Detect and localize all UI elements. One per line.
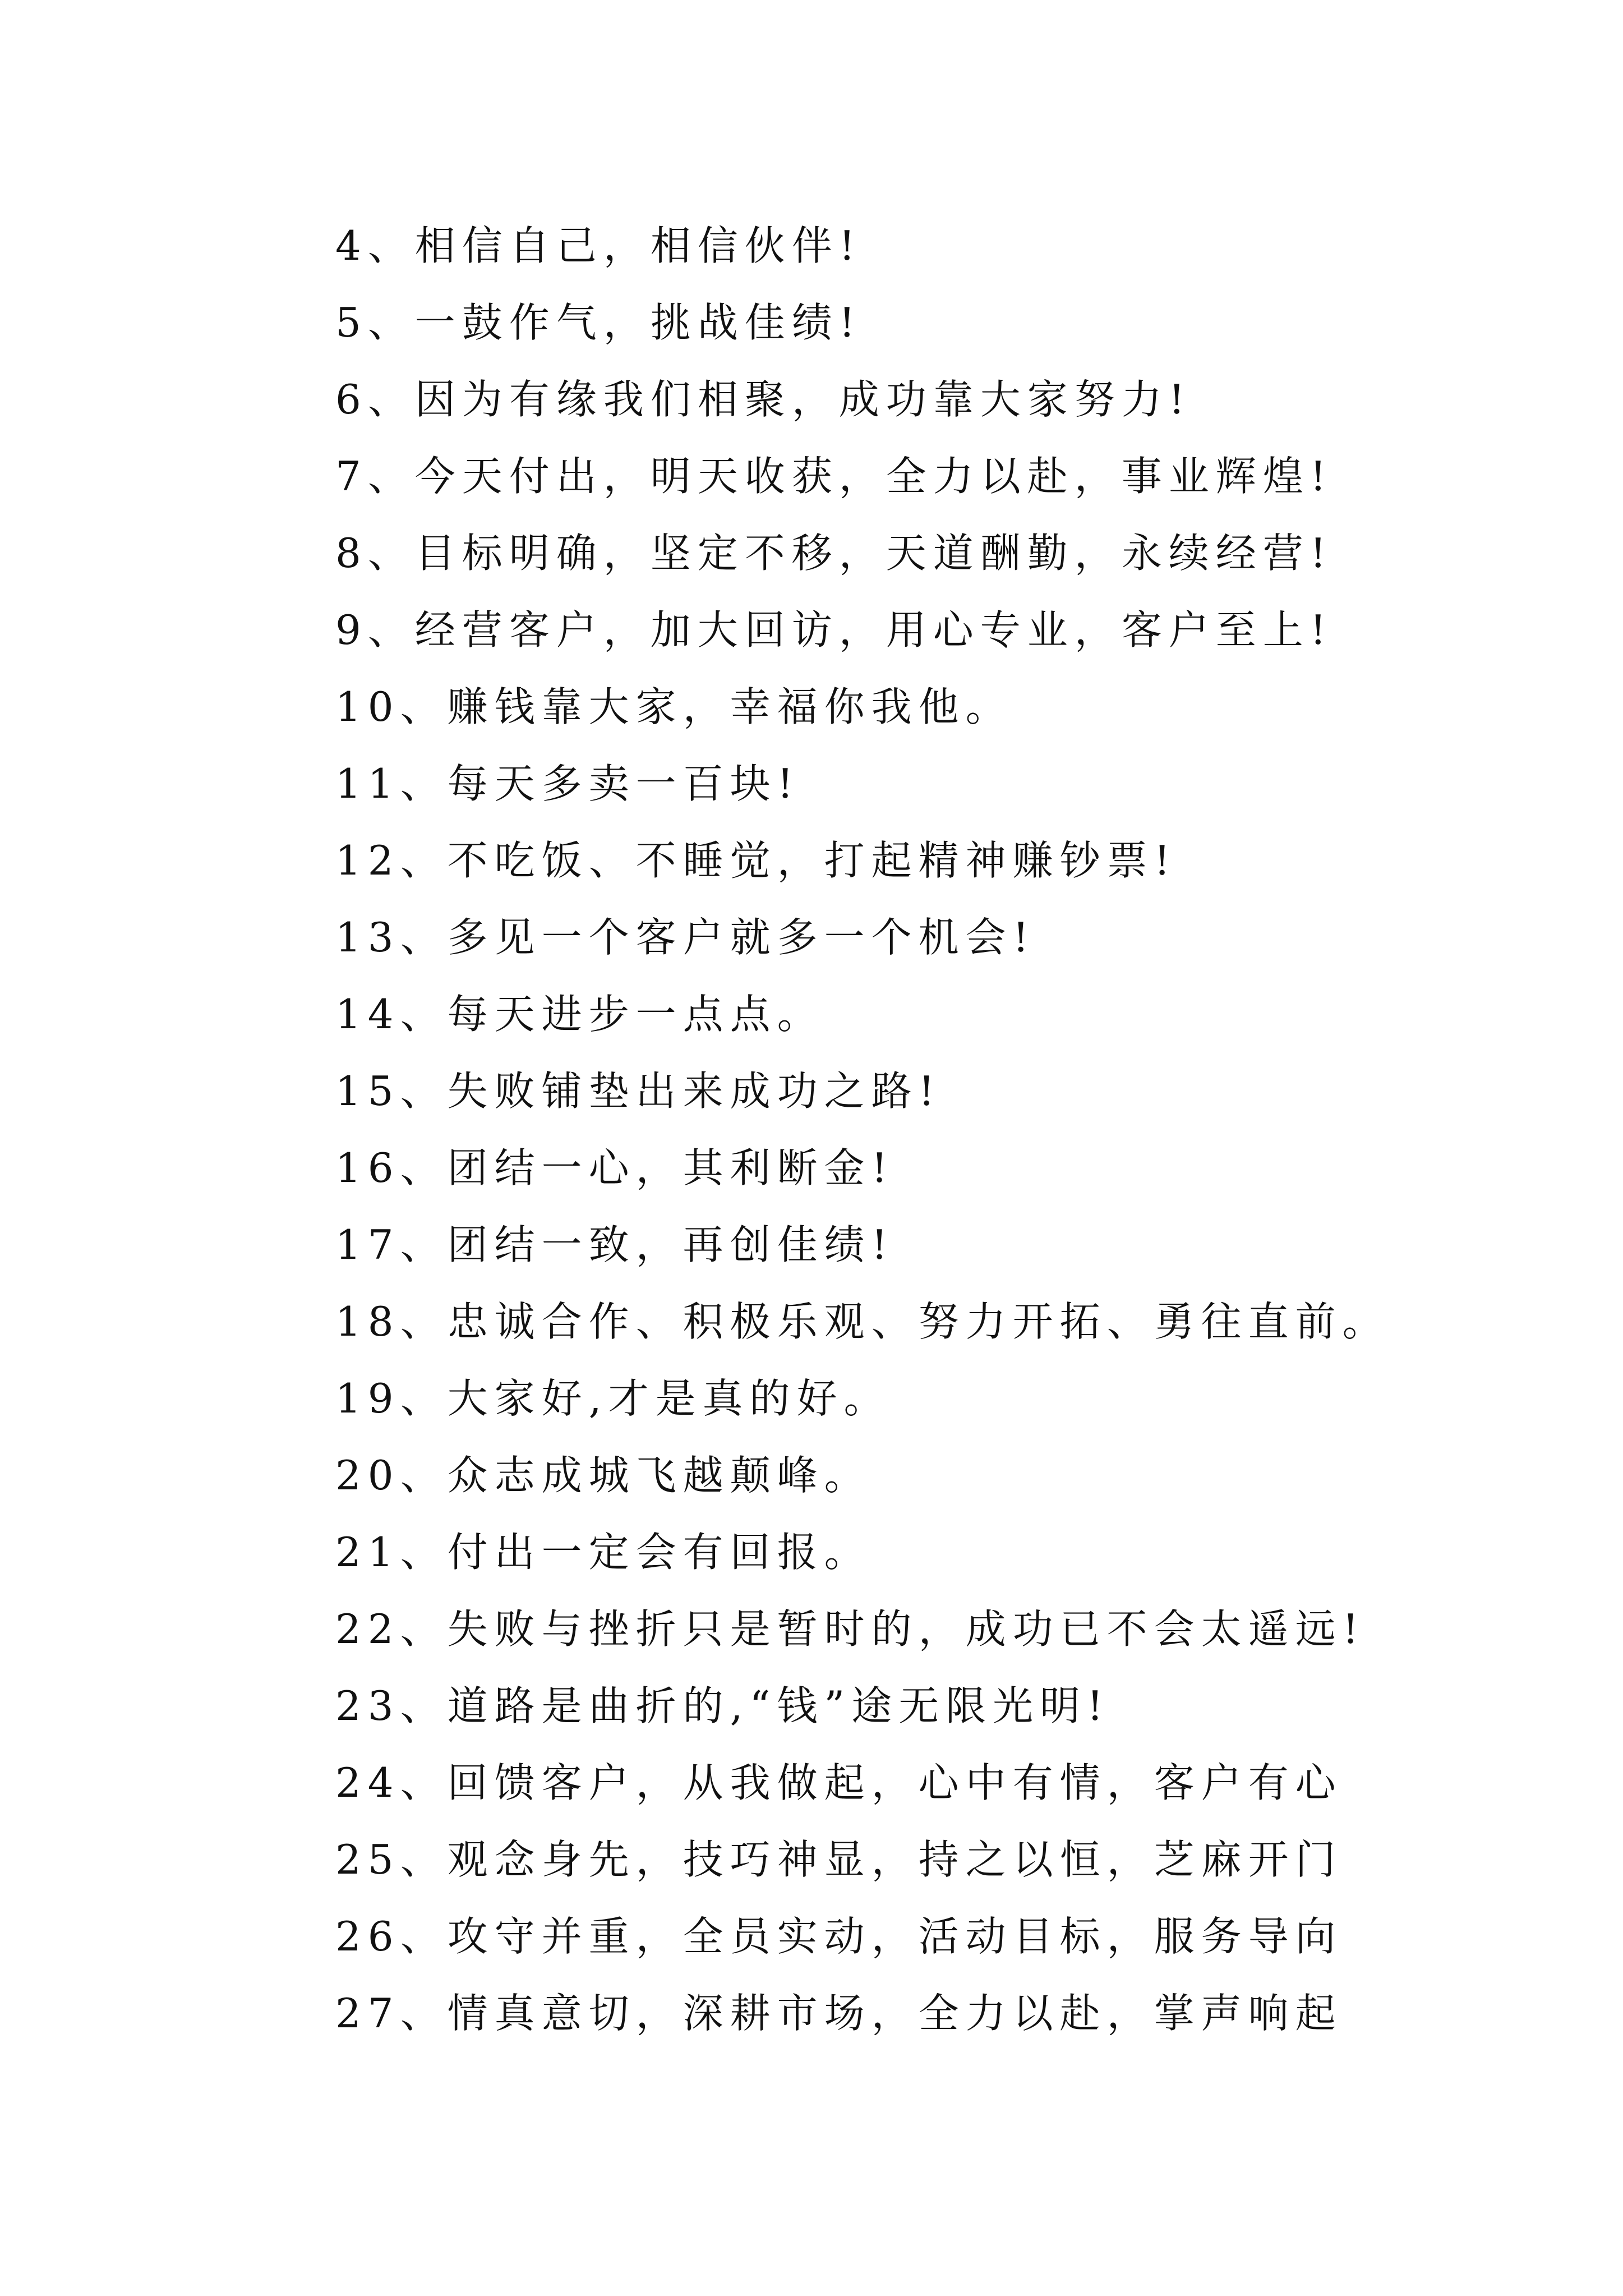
- list-item: 4、相信自己，相信伙伴!: [335, 222, 862, 269]
- list-item: 7、今天付出，明天收获，全力以赴，事业辉煌!: [335, 453, 1333, 500]
- list-item: 11、每天多卖一百块!: [335, 760, 800, 807]
- list-item: 24、回馈客户，从我做起，心中有情，客户有心: [335, 1759, 1343, 1806]
- list-item: 14、每天进步一点点。: [335, 991, 824, 1038]
- list-item: 23、道路是曲折的,“钱”途无限光明!: [335, 1682, 1110, 1729]
- list-item: 8、目标明确，坚定不移，天道酬勤，永续经营!: [335, 530, 1333, 577]
- list-item: 18、忠诚合作、积极乐观、努力开拓、勇往直前。: [335, 1298, 1390, 1345]
- list-item: 27、情真意切，深耕市场，全力以赴，掌声响起: [335, 1990, 1343, 2037]
- list-item: 15、失败铺垫出来成功之路!: [335, 1068, 942, 1115]
- list-item: 19、大家好,才是真的好。: [335, 1375, 891, 1422]
- list-item: 26、攻守并重，全员实动，活动目标，服务导向: [335, 1913, 1343, 1960]
- list-item: 10、赚钱靠大家，幸福你我他。: [335, 683, 1013, 730]
- list-item: 20、众志成城飞越颠峰。: [335, 1452, 872, 1499]
- list-item: 17、团结一致，再创佳绩!: [335, 1221, 895, 1268]
- slogan-list: [335, 218, 1390, 2062]
- list-item: 6、因为有缘我们相聚，成功靠大家努力!: [335, 376, 1192, 423]
- list-item: 9、经营客户，加大回访，用心专业，客户至上!: [335, 606, 1333, 654]
- list-item: 12、不吃饭、不睡觉，打起精神赚钞票!: [335, 837, 1177, 884]
- list-item: 5、一鼓作气，挑战佳绩!: [335, 299, 862, 346]
- list-item: 21、付出一定会有回报。: [335, 1529, 872, 1576]
- list-item: 16、团结一心，其利断金!: [335, 1144, 895, 1191]
- list-item: 25、观念身先，技巧神显，持之以恒，芝麻开门: [335, 1836, 1343, 1883]
- list-item: 22、失败与挫折只是暂时的，成功已不会太遥远!: [335, 1605, 1366, 1653]
- list-item: 13、多见一个客户就多一个机会!: [335, 914, 1036, 961]
